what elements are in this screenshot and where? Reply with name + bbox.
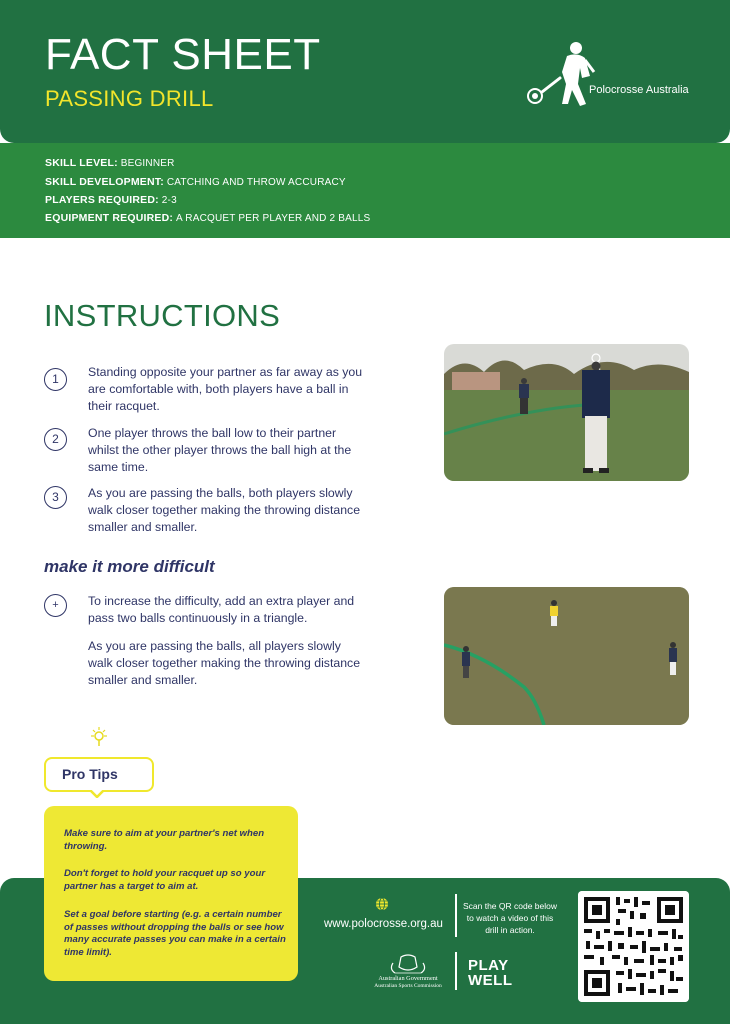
info-equipment-required: EQUIPMENT REQUIRED: A RACQUET PER PLAYER AND 2 BALLS — [45, 212, 371, 224]
speech-pointer-icon — [90, 790, 104, 798]
well-text: WELL — [468, 972, 513, 989]
globe-icon — [375, 897, 389, 911]
header-band — [0, 0, 730, 143]
gov-line-1: Australian Government — [378, 975, 438, 982]
step-text-1: Standing opposite your partner as far away as you are comfortable with, both players have a ball in their racquet. — [88, 365, 363, 413]
step-text-3: As you are passing the balls, both players slowly walk closer together making the throwing distance smaller and smaller. — [88, 486, 361, 534]
drill-photo-two-players — [444, 344, 689, 481]
brand-name: Polocrosse Australia — [589, 84, 689, 96]
pro-tips-title: Pro Tips — [62, 766, 118, 782]
polocrosse-player-logo-icon — [522, 38, 602, 112]
step-number-2: 2 — [44, 428, 67, 451]
instructions-heading: INSTRUCTIONS — [44, 298, 281, 333]
play-text: PLAY — [468, 957, 509, 974]
info-skill-level: SKILL LEVEL: BEGINNER — [45, 157, 175, 169]
drill-photo-three-players — [444, 587, 689, 725]
pro-tip-2: Don't forget to hold your racquet up so your partner has a target to aim at. — [64, 868, 266, 892]
plus-number-icon: + — [44, 594, 67, 617]
info-players-required: PLAYERS REQUIRED: 2-3 — [45, 194, 177, 206]
step-number-3: 3 — [44, 486, 67, 509]
difficulty-text-1: To increase the difficulty, add an extra player and pass two balls continuously in a triangle. — [88, 594, 355, 625]
qr-instructions: Scan the QR code below to watch a video of this drill in action. — [462, 901, 558, 935]
page-subtitle: PASSING DRILL — [45, 86, 214, 111]
footer-divider-2 — [455, 952, 457, 990]
qr-code-icon[interactable] — [578, 891, 689, 1002]
pro-tip-3: Set a goal before starting (e.g. a certain number of passes without dropping the balls or see how many accurate passes you can make in a certain time limit). — [64, 909, 286, 958]
step-text-2: One player throws the ball low to their partner whilst the other player throws the ball high at the same time. — [88, 426, 352, 474]
difficulty-text-2: As you are passing the balls, all players slowly walk closer together making the throwing distance smaller and smaller. — [88, 639, 361, 687]
footer-divider — [455, 894, 457, 937]
lightbulb-icon — [89, 726, 109, 748]
difficulty-heading: make it more difficult — [44, 557, 215, 576]
website-link[interactable]: www.polocrosse.org.au — [324, 918, 443, 930]
page-title: FACT SHEET — [45, 30, 321, 79]
step-number-1: 1 — [44, 368, 67, 391]
info-skill-development: SKILL DEVELOPMENT: CATCHING AND THROW ACCURACY — [45, 176, 346, 188]
gov-line-2: Australian Sports Commission — [374, 983, 442, 989]
pro-tip-1: Make sure to aim at your partner's net when throwing. — [64, 828, 265, 852]
drill-info-band — [0, 143, 730, 238]
play-well-logo — [468, 958, 513, 988]
